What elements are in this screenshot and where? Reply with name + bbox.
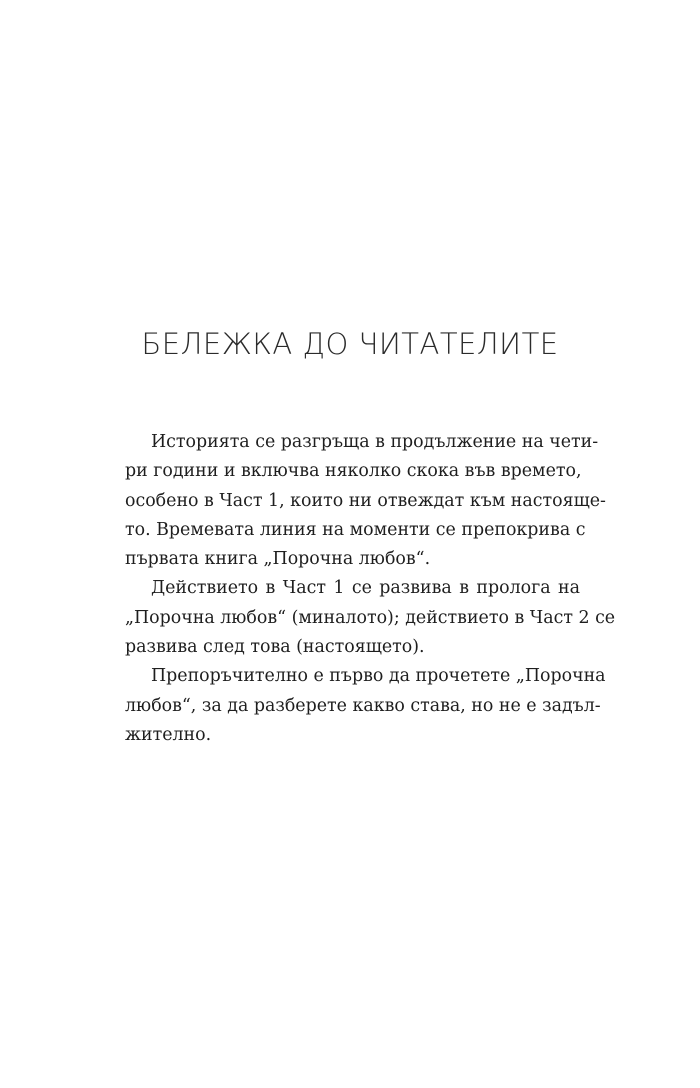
text-line: то. Времевата линия на моменти се препокрива с: [125, 519, 586, 540]
paragraph-1: [125, 428, 606, 574]
text-line: Историята се разгръща в продължение на чети-: [151, 432, 599, 452]
paragraph-3: [125, 662, 606, 750]
text-line: любов“, за да разберете какво става, но не е задъл-: [125, 695, 601, 716]
text-line: жително.: [125, 724, 212, 745]
text-line: „Порочна любов“ (миналото); действието в Част 2 се: [125, 607, 616, 628]
text-line: ри години и включва няколко скока във времето,: [125, 461, 582, 482]
text-line: особено в Част 1, които ни отвеждат към настояще-: [125, 490, 606, 511]
text-line: Препоръчително е първо да прочетете „Порочна: [151, 666, 606, 687]
text-line: Действието в Част 1 се развива в пролога на: [151, 578, 580, 599]
note-body: [125, 428, 616, 750]
paragraph-2: [125, 574, 616, 662]
text-line: развива след това (настоящето).: [125, 637, 425, 658]
page-title: БЕЛЕЖКА ДО ЧИТАТЕЛИТЕ: [141, 327, 559, 361]
text-line: първата книга „Порочна любов“.: [125, 549, 431, 570]
